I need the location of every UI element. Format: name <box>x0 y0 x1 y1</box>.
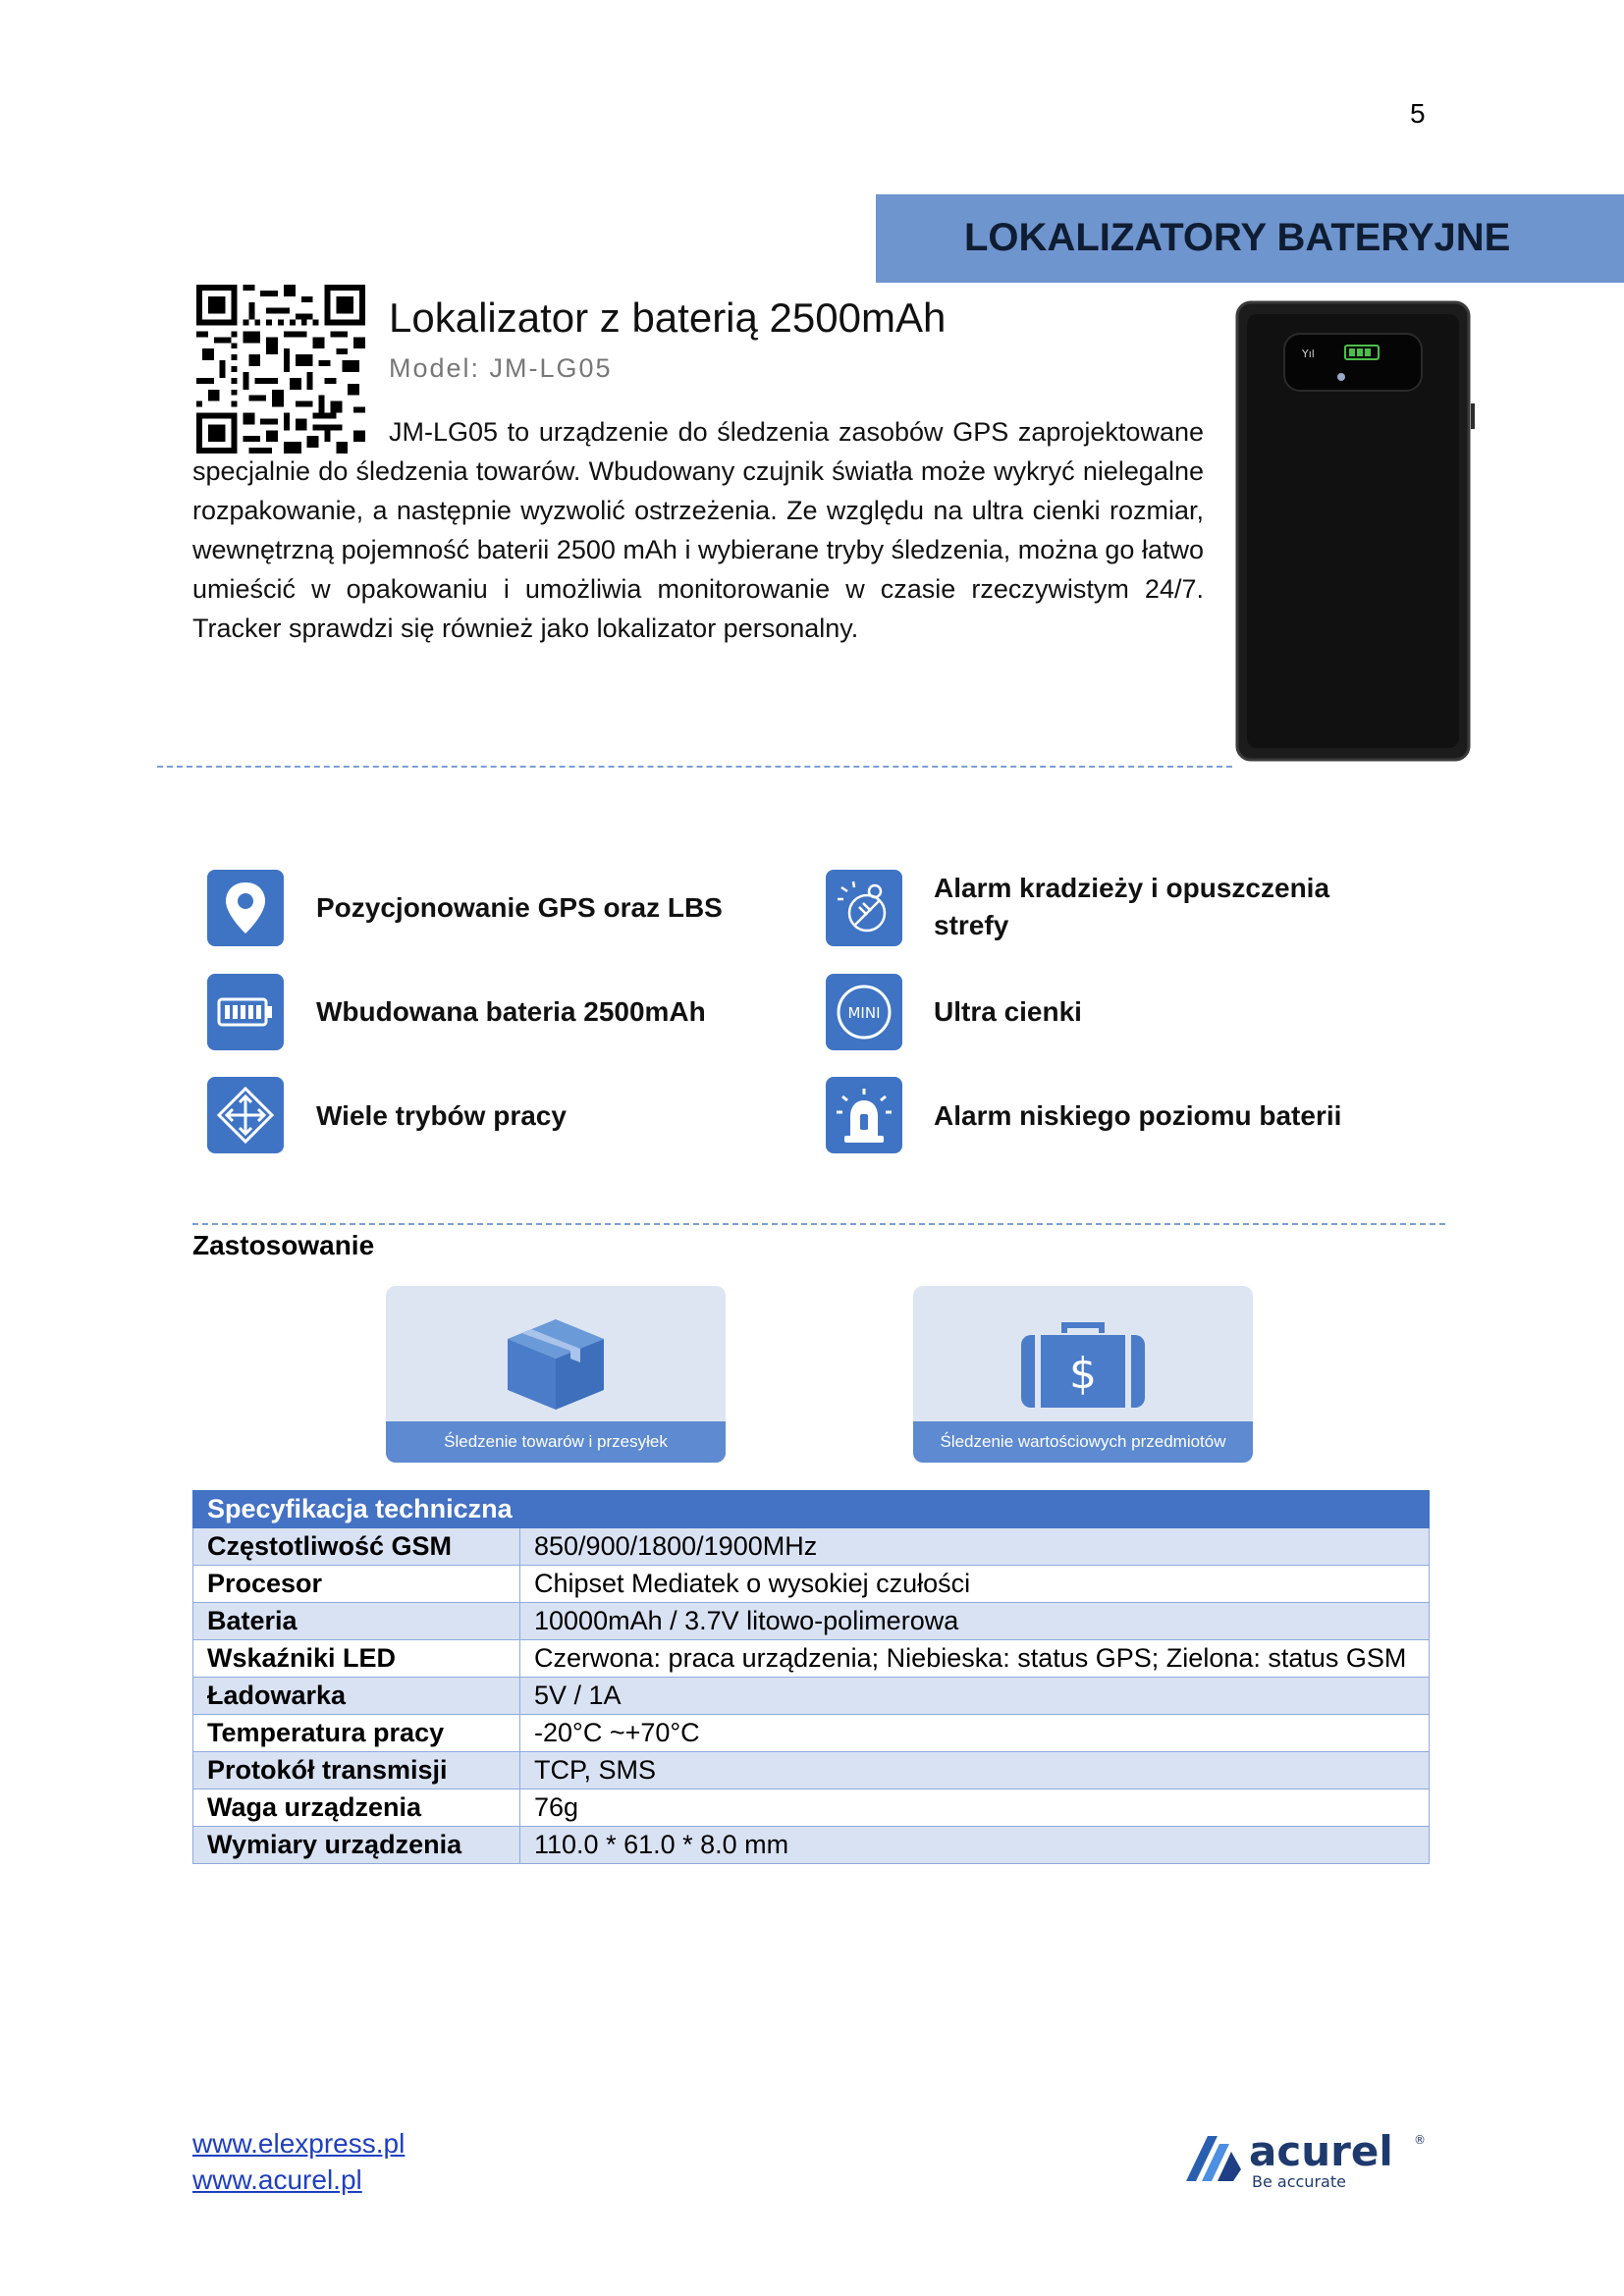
section-divider <box>192 1223 1445 1225</box>
spec-value: 850/900/1800/1900MHz <box>520 1528 1430 1566</box>
spec-value: -20°C ~+70°C <box>520 1715 1430 1752</box>
spec-key: Wskaźniki LED <box>193 1640 520 1678</box>
table-row <box>193 1678 1430 1715</box>
spec-key: Waga urządzenia <box>193 1789 520 1827</box>
section-banner-title: LOKALIZATORY BATERYJNE <box>964 216 1511 259</box>
acurel-link[interactable]: www.acurel.pl <box>192 2164 362 2195</box>
mini-icon <box>826 974 902 1050</box>
feature-label: Alarm niskiego poziomu baterii <box>934 1100 1342 1131</box>
spec-value: 5V / 1A <box>520 1678 1430 1715</box>
footer-links <box>192 2125 405 2198</box>
spec-value: 76g <box>520 1789 1430 1827</box>
svg-text:Yıl: Yıl <box>1302 347 1315 360</box>
section-banner <box>876 194 1624 283</box>
package-icon <box>502 1315 610 1414</box>
feature-label: Alarm kradzieży i opuszczenia strefy <box>934 873 1330 940</box>
logo-tagline: Be accurate <box>1252 2172 1346 2191</box>
spec-key: Bateria <box>193 1603 520 1640</box>
feature-label: Wbudowana bateria 2500mAh <box>316 996 706 1027</box>
spec-key: Protokół transmisji <box>193 1752 520 1789</box>
spec-key: Częstotliwość GSM <box>193 1528 520 1566</box>
page-number: 5 <box>1410 98 1426 129</box>
elexpress-link[interactable]: www.elexpress.pl <box>192 2128 406 2159</box>
spec-value: 110.0 * 61.0 * 8.0 mm <box>520 1827 1430 1864</box>
application-label: Śledzenie towarów i przesyłek <box>386 1421 726 1463</box>
table-row <box>193 1715 1430 1752</box>
spec-key: Ładowarka <box>193 1678 520 1715</box>
table-row <box>193 1789 1430 1827</box>
product-title: Lokalizator z baterią 2500mAh <box>389 294 947 341</box>
table-row <box>193 1603 1430 1640</box>
application-card <box>913 1286 1253 1463</box>
section-divider <box>157 766 1232 768</box>
product-description: JM-LG05 to urządzenie do śledzenia zasobów GPS zaprojektowane specjalnie do śledzenia towarów. Wbudowany czujnik światła może wykryć nielegalne rozpakowanie, a następnie wyzwolić ostrzeżenia. Ze względu na ultra cienki rozmiar, wewnętrzną pojemność baterii 2500 mAh i wybierane tryby śledzenia, można go łatwo umieścić w opakowaniu i umożliwia monitorowanie w czasie rzeczywistym 24/7. Tracker sprawdzi się również jako lokalizator personalny. <box>192 417 1204 643</box>
spec-value: 10000mAh / 3.7V litowo-polimerowa <box>520 1603 1430 1640</box>
tamper-alarm-icon <box>826 870 902 946</box>
spec-value: Chipset Mediatek o wysokiej czułości <box>520 1566 1430 1603</box>
spec-value: TCP, SMS <box>520 1752 1430 1789</box>
siren-icon <box>826 1077 902 1153</box>
location-pin-icon <box>207 870 284 946</box>
spec-table-title: Specyfikacja techniczna <box>193 1491 1430 1528</box>
svg-text:$: $ <box>1069 1349 1097 1399</box>
feature-label: Ultra cienki <box>934 996 1082 1027</box>
acurel-logo <box>1182 2122 1437 2197</box>
logo-registered-mark: ® <box>1414 2133 1426 2147</box>
application-label: Śledzenie wartościowych przedmiotów <box>913 1421 1253 1463</box>
table-row <box>193 1528 1430 1566</box>
spec-key: Wymiary urządzenia <box>193 1827 520 1864</box>
table-row <box>193 1827 1430 1864</box>
spec-key: Temperatura pracy <box>193 1715 520 1752</box>
money-case-icon <box>1019 1321 1147 1410</box>
table-row <box>193 1640 1430 1678</box>
spec-table-header <box>193 1491 1430 1528</box>
table-row <box>193 1752 1430 1789</box>
feature-label: Pozycjonowanie GPS oraz LBS <box>316 892 723 923</box>
multi-direction-icon <box>207 1077 284 1153</box>
mini-icon-text: MINI <box>847 1004 881 1022</box>
application-card <box>386 1286 726 1463</box>
device-image <box>1235 300 1475 762</box>
applications-heading: Zastosowanie <box>192 1230 375 1260</box>
logo-wordmark: acurel <box>1249 2127 1393 2175</box>
table-row <box>193 1566 1430 1603</box>
product-model: Model: JM-LG05 <box>389 353 613 383</box>
feature-label: Wiele trybów pracy <box>316 1100 567 1131</box>
spec-table <box>192 1490 1430 1864</box>
battery-icon <box>207 974 284 1050</box>
spec-key: Procesor <box>193 1566 520 1603</box>
spec-value: Czerwona: praca urządzenia; Niebieska: status GPS; Zielona: status GSM <box>520 1640 1430 1678</box>
